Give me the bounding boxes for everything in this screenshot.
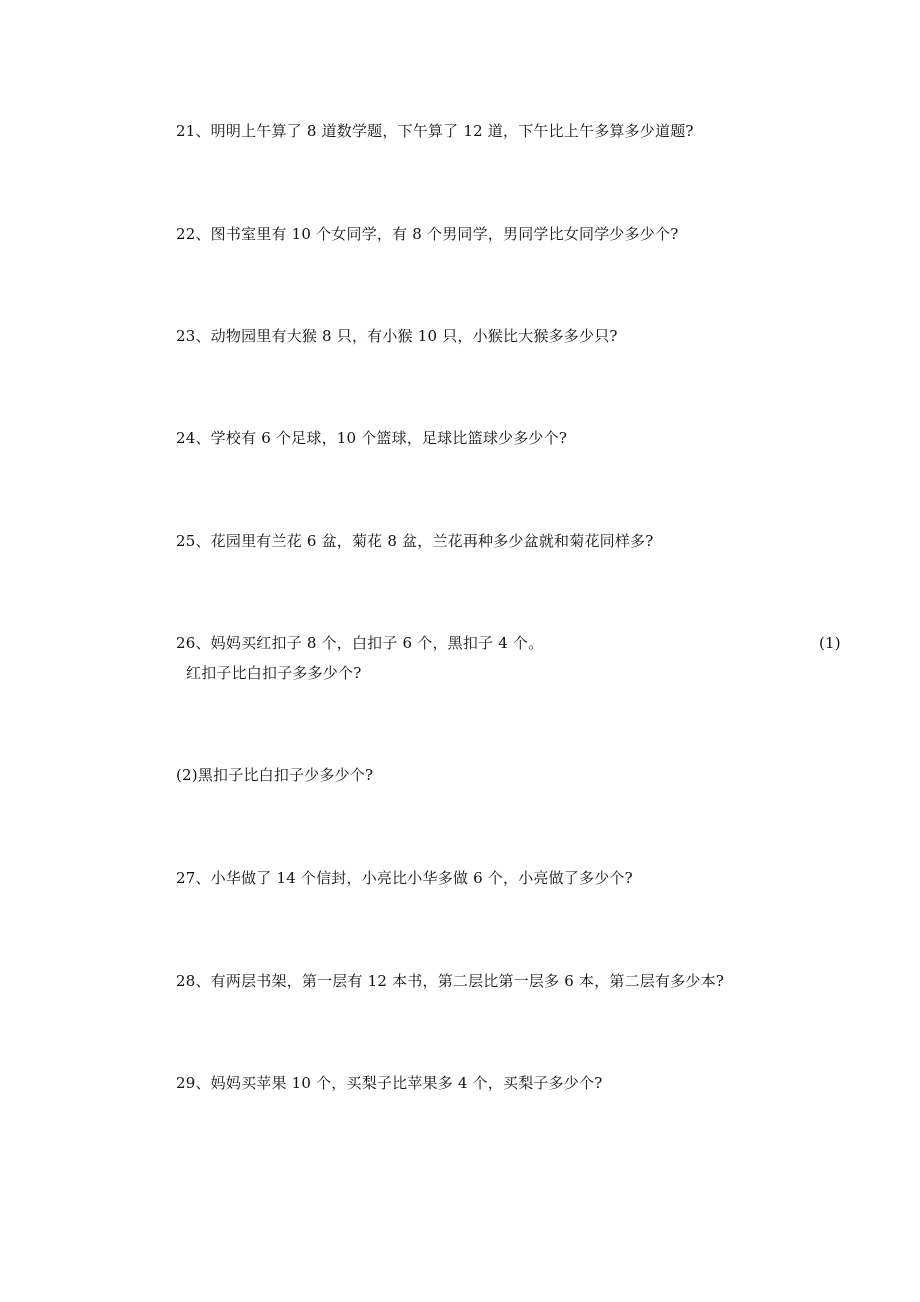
question-26: 26、妈妈买红扣子 8 个，白扣子 6 个，黑扣子 4 个。 [176, 634, 544, 652]
question-23: 23、动物园里有大猴 8 只，有小猴 10 只，小猴比大猴多多少只? [176, 327, 618, 345]
question-22: 22、图书室里有 10 个女同学，有 8 个男同学，男同学比女同学少多少个? [176, 225, 679, 243]
question-25: 25、花园里有兰花 6 盆，菊花 8 盆，兰花再种多少盆就和菊花同样多? [176, 532, 654, 550]
question-29: 29、妈妈买苹果 10 个，买梨子比苹果多 4 个，买梨子多少个? [176, 1074, 603, 1092]
question-26-sub2: (2)黑扣子比白扣子少多少个? [176, 766, 374, 784]
question-27: 27、小华做了 14 个信封，小亮比小华多做 6 个，小亮做了多少个? [176, 869, 633, 887]
question-26-sub1-marker: (1) [819, 634, 841, 652]
question-28: 28、有两层书架，第一层有 12 本书，第二层比第一层多 6 本，第二层有多少本? [176, 972, 725, 990]
question-21: 21、明明上午算了 8 道数学题，下午算了 12 道，下午比上午多算多少道题? [176, 122, 694, 140]
question-24: 24、学校有 6 个足球，10 个篮球，足球比篮球少多少个? [176, 429, 568, 447]
question-26-sub1: 红扣子比白扣子多多少个? [186, 664, 362, 682]
